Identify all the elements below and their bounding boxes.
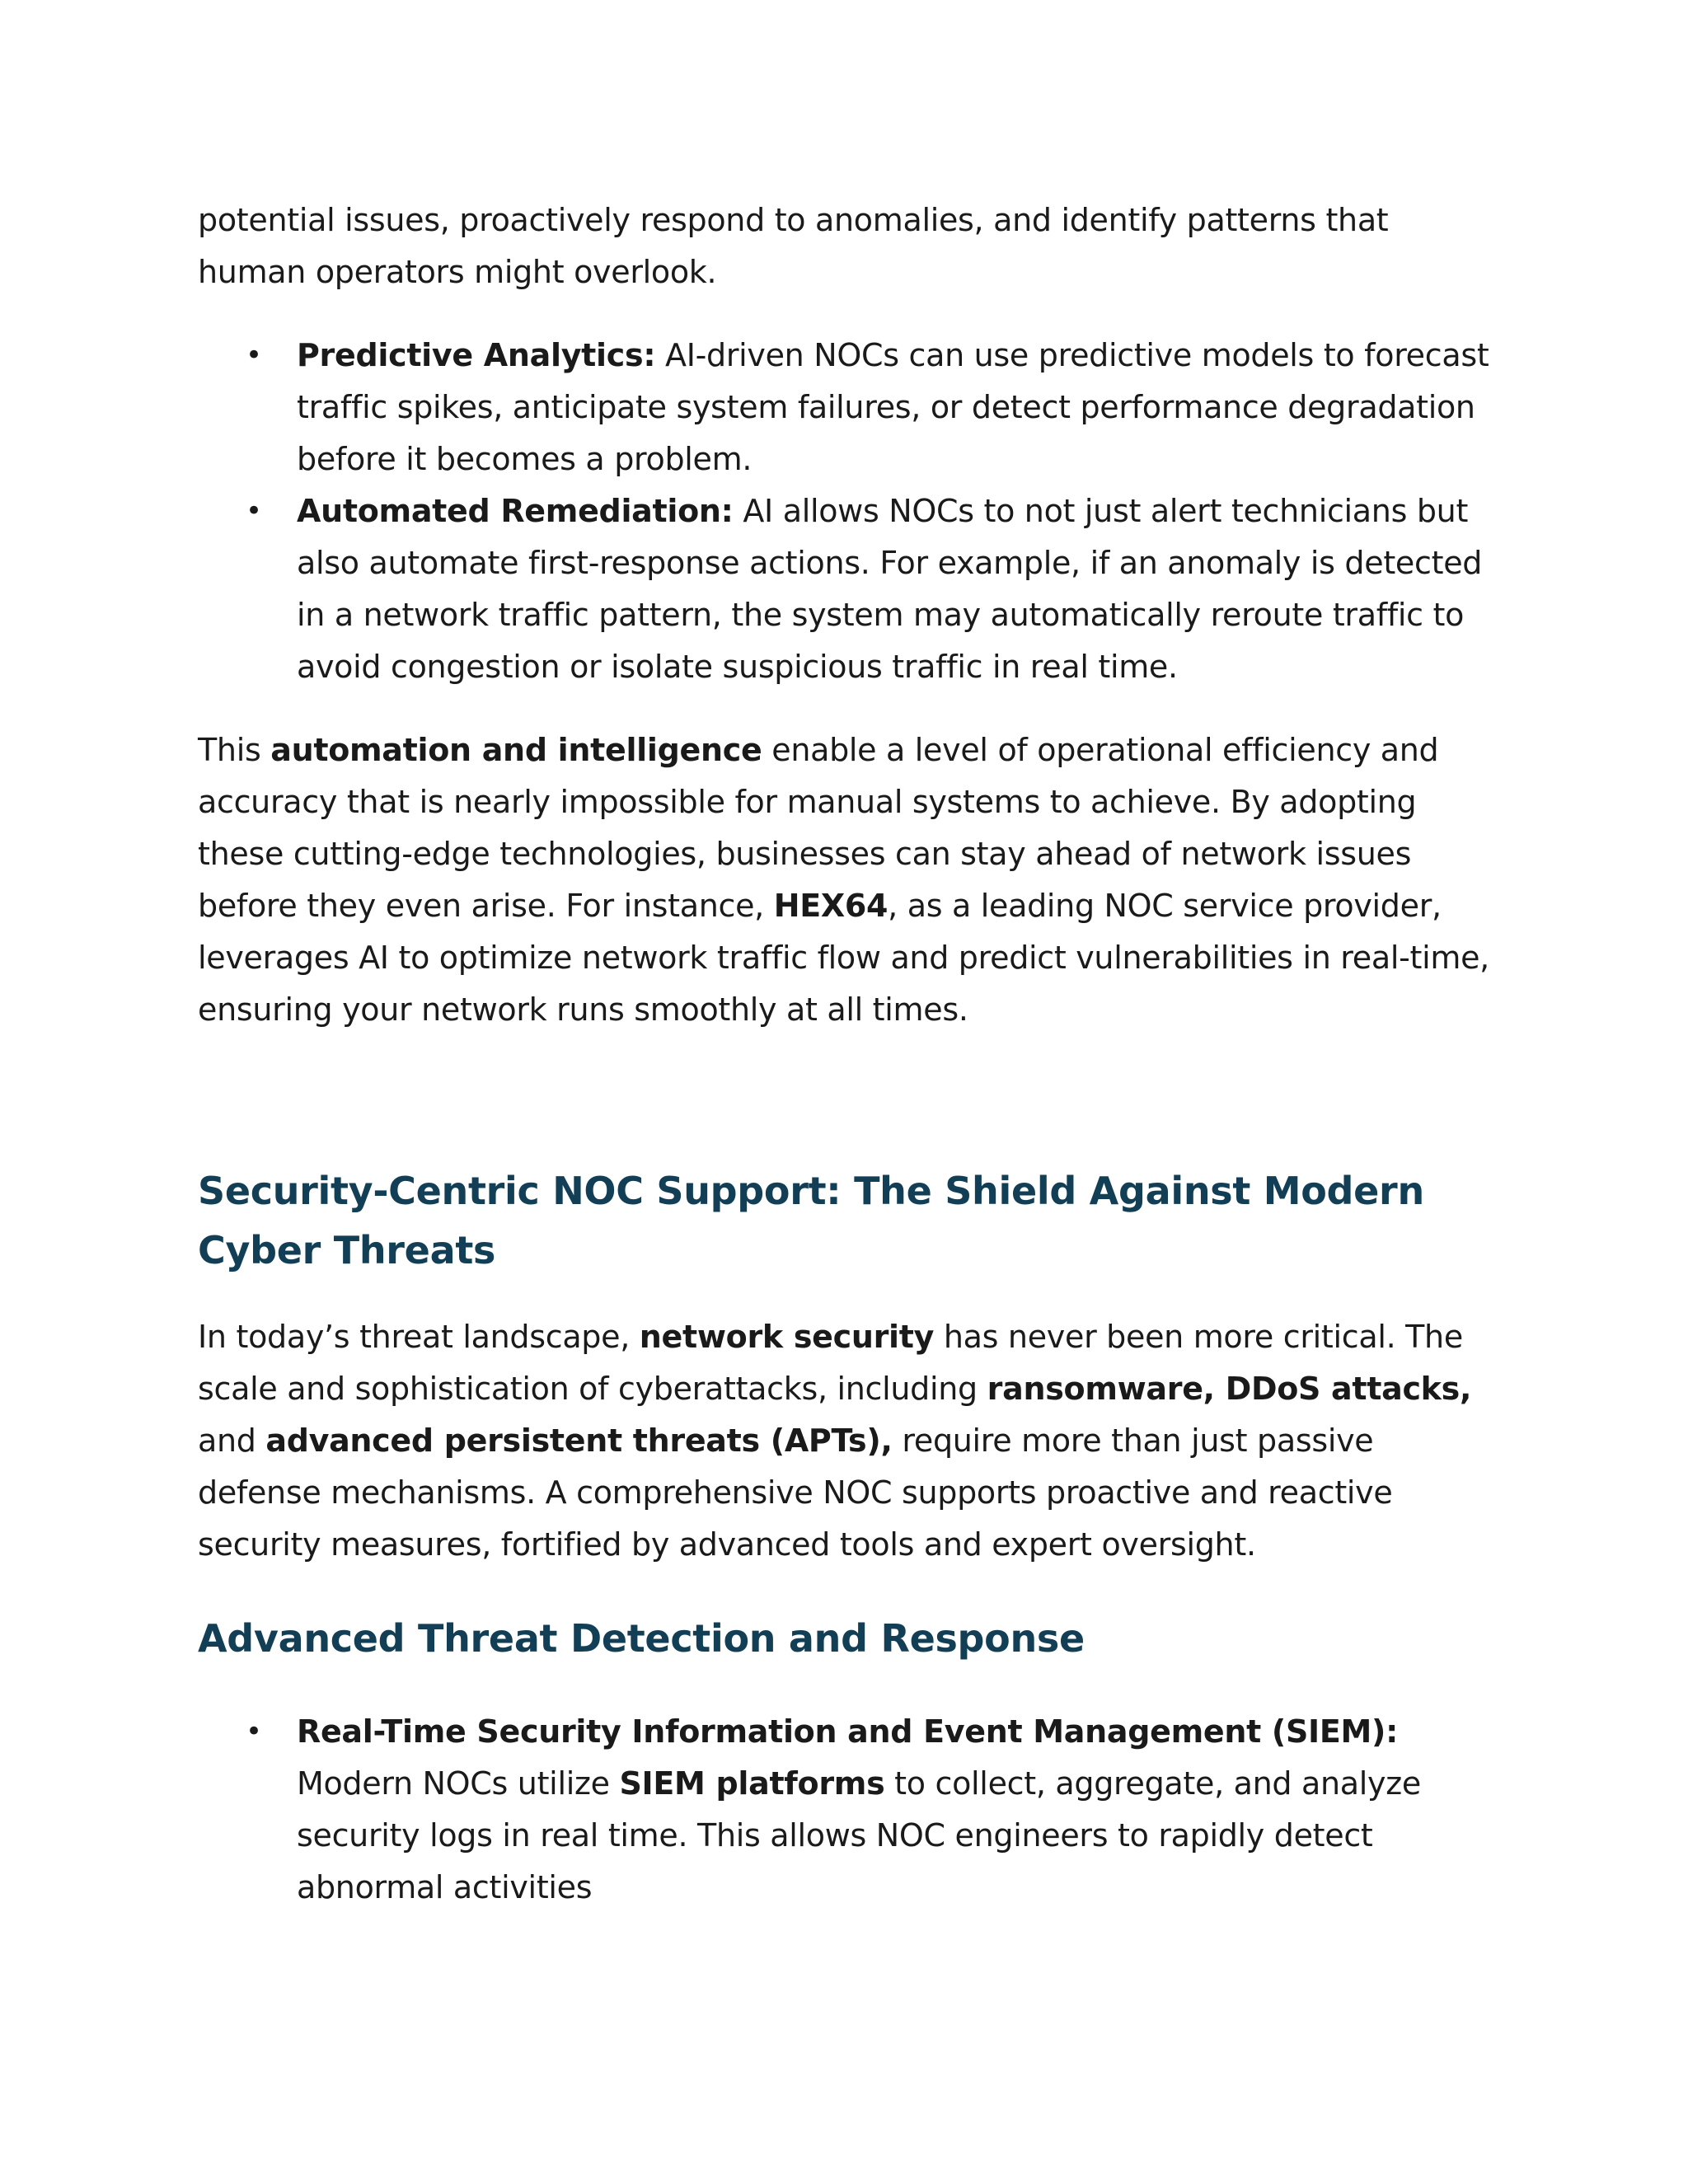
security-text-4: require more than just passive defense mechanisms. A comprehensive NOC supports proactive and reactive security measures, fortified by advanced tools and expert oversight. bbox=[198, 1422, 1393, 1563]
list-item-siem bbox=[246, 1706, 1492, 1914]
automation-paragraph bbox=[198, 724, 1492, 1036]
section-spacer bbox=[198, 1036, 1492, 1161]
automation-text-1: This bbox=[198, 732, 271, 768]
siem-bold-platforms: SIEM platforms bbox=[619, 1765, 885, 1802]
automation-bold-1: automation and intelligence bbox=[270, 732, 762, 768]
security-paragraph bbox=[198, 1311, 1492, 1571]
text-automated-remediation: AI allows NOCs to not just alert technicians but also automate first-response actions. For example, if an anomaly is detected in a network traffic pattern, the system may automatically reroute traffic to avoid congestion or isolate suspicious traffic in real time. bbox=[297, 493, 1483, 685]
list-item-automated-remediation bbox=[246, 485, 1492, 693]
security-bold-2: ransomware, DDoS attacks, bbox=[987, 1371, 1472, 1407]
term-predictive-analytics: Predictive Analytics: bbox=[297, 337, 656, 373]
automation-text-2: enable a level of operational efficiency and accuracy that is nearly impossible for manual systems to achieve. By adopting these cutting-edge technologies, businesses can stay ahead of network issues before they even arise. For instance, bbox=[198, 732, 1439, 924]
threat-detection-heading: Advanced Threat Detection and Response bbox=[198, 1616, 1085, 1661]
document-page bbox=[198, 194, 1492, 1945]
siem-text-1: Modern NOCs utilize bbox=[297, 1765, 620, 1802]
automation-text-3: , as a leading NOC service provider, leverages AI to optimize network traffic flow and predict vulnerabilities in real-time, ensuring your network runs smoothly at all times. bbox=[198, 888, 1489, 1028]
term-automated-remediation: Automated Remediation: bbox=[297, 493, 734, 529]
threat-detection-list bbox=[198, 1706, 1492, 1914]
bullet-icon: • bbox=[246, 1715, 262, 1748]
ai-capabilities-list bbox=[198, 330, 1492, 693]
bullet-icon: • bbox=[246, 339, 262, 372]
security-text-1: In today’s threat landscape, bbox=[198, 1319, 640, 1355]
automation-bold-hex64: HEX64 bbox=[773, 888, 889, 924]
security-text-2: has never been more critical. The scale and sophistication of cyberattacks, including bbox=[198, 1319, 1463, 1407]
bullet-icon: • bbox=[246, 494, 262, 527]
security-bold-1: network security bbox=[639, 1319, 935, 1355]
intro-tail-paragraph: potential issues, proactively respond to anomalies, and identify patterns that human operators might overlook. bbox=[198, 202, 1389, 290]
security-text-3: and bbox=[198, 1422, 266, 1459]
term-siem: Real-Time Security Information and Event Management (SIEM): bbox=[297, 1713, 1398, 1750]
list-item-predictive-analytics bbox=[246, 330, 1492, 485]
siem-text-2: to collect, aggregate, and analyze security logs in real time. This allows NOC engineers to rapidly detect abnormal activities bbox=[297, 1765, 1421, 1905]
text-predictive-analytics: AI-driven NOCs can use predictive models to forecast traffic spikes, anticipate system failures, or detect performance degradation before it becomes a problem. bbox=[297, 337, 1489, 477]
security-bold-3: advanced persistent threats (APTs), bbox=[265, 1422, 893, 1459]
security-heading: Security-Centric NOC Support: The Shield Against Modern Cyber Threats bbox=[198, 1169, 1424, 1272]
